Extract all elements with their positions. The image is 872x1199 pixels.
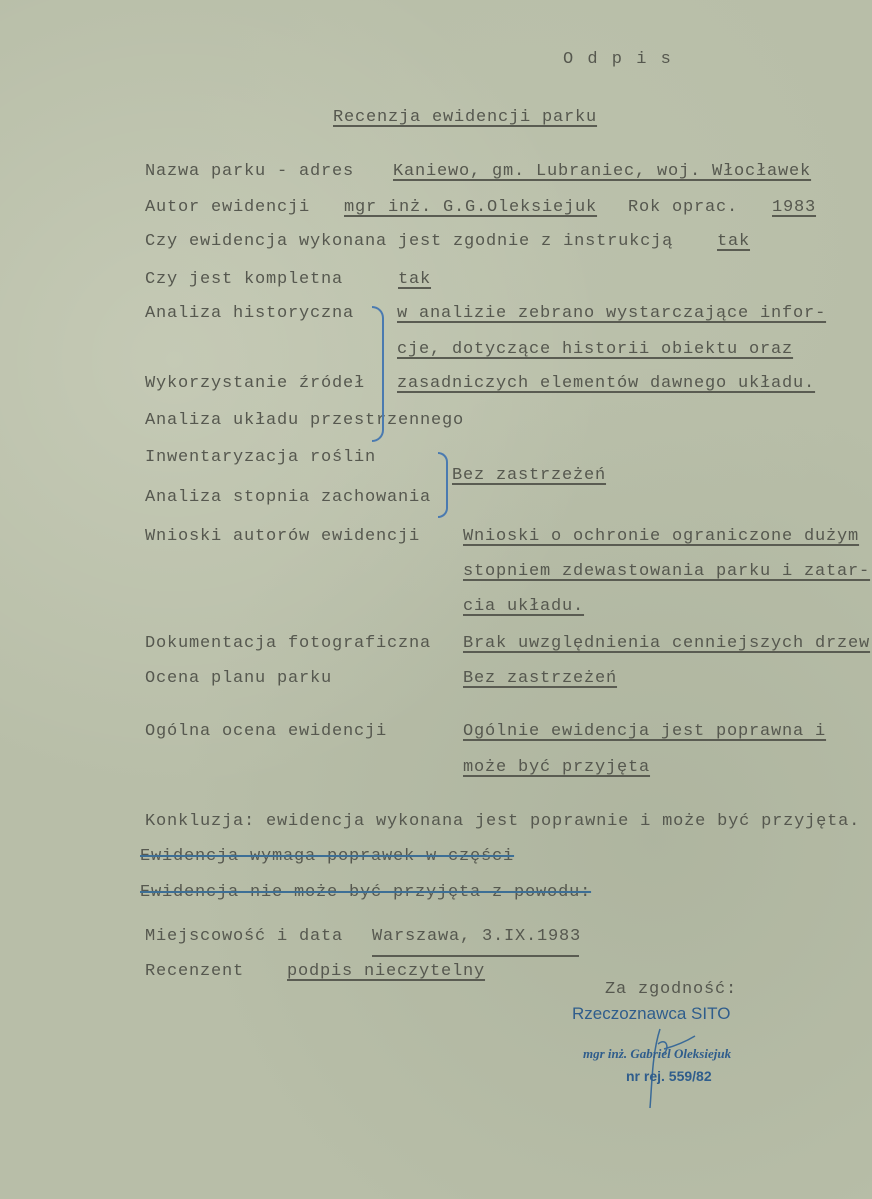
field-value: mgr inż. G.G.Oleksiejuk	[344, 198, 598, 217]
field-label: Czy ewidencja wykonana jest zgodnie z instrukcją	[145, 232, 674, 251]
field-value: Warszawa, 3.IX.1983	[372, 927, 579, 957]
field-value: cia układu.	[463, 597, 585, 616]
field-label: Wykorzystanie źródeł	[145, 374, 366, 393]
field-value: Bez zastrzeżeń	[463, 669, 618, 688]
document-title: Recenzja ewidencji parku	[333, 108, 598, 127]
field-label: Analiza stopnia zachowania	[145, 488, 432, 507]
field-label: Recenzent	[145, 962, 245, 981]
field-value: Ogólnie ewidencja jest poprawna i	[463, 722, 827, 741]
field-label: Wnioski autorów ewidencji	[145, 527, 421, 546]
field-label: Ocena planu parku	[145, 669, 333, 688]
field-label: Autor ewidencji	[145, 198, 311, 217]
struck-option: Ewidencja nie może być przyjęta z powodu:	[140, 883, 592, 902]
struck-option: Ewidencja wymaga poprawek w części	[140, 847, 515, 866]
field-value: w analizie zebrano wystarczające infor-	[397, 304, 827, 323]
field-label: Inwentaryzacja roślin	[145, 448, 377, 467]
field-label: Ogólna ocena ewidencji	[145, 722, 388, 741]
field-value: tak	[398, 270, 432, 289]
field-value: Bez zastrzeżeń	[452, 466, 607, 485]
field-value: może być przyjęta	[463, 758, 651, 777]
stamp-title: Rzeczoznawca SITO	[572, 1004, 731, 1023]
field-value: Kaniewo, gm. Lubraniec, woj. Włocławek	[393, 162, 812, 181]
brace-mark	[438, 452, 448, 518]
copy-label: O d p i s	[563, 50, 673, 69]
field-value: podpis nieczytelny	[287, 962, 486, 981]
brace-mark	[372, 306, 384, 442]
field-label: Analiza historyczna	[145, 304, 355, 323]
field-value: Wnioski o ochronie ograniczone dużym	[463, 527, 860, 546]
field-value: cje, dotyczące historii obiektu oraz	[397, 340, 794, 359]
field-value: 1983	[772, 198, 817, 217]
stamp-registration: nr rej. 559/82	[626, 1068, 712, 1084]
conclusion-text: Konkluzja: ewidencja wykonana jest poprawnie i może być przyjęta.	[145, 812, 861, 831]
field-label: Miejscowość i data	[145, 927, 344, 946]
signature-mark	[640, 1024, 700, 1110]
field-label: Rok oprac.	[628, 198, 739, 217]
field-value: zasadniczych elementów dawnego układu.	[397, 374, 816, 393]
conformity-label: Za zgodność:	[605, 980, 738, 999]
field-label: Nazwa parku - adres	[145, 162, 355, 181]
field-label: Dokumentacja fotograficzna	[145, 634, 432, 653]
stamp-name: mgr inż. Gabriel Oleksiejuk	[583, 1046, 732, 1061]
field-label: Czy jest kompletna	[145, 270, 344, 289]
field-value: tak	[717, 232, 751, 251]
field-value: stopniem zdewastowania parku i zatar-	[463, 562, 871, 581]
field-label: Analiza układu przestrzennego	[145, 411, 465, 430]
field-value: Brak uwzględnienia cenniejszych drzew	[463, 634, 871, 653]
